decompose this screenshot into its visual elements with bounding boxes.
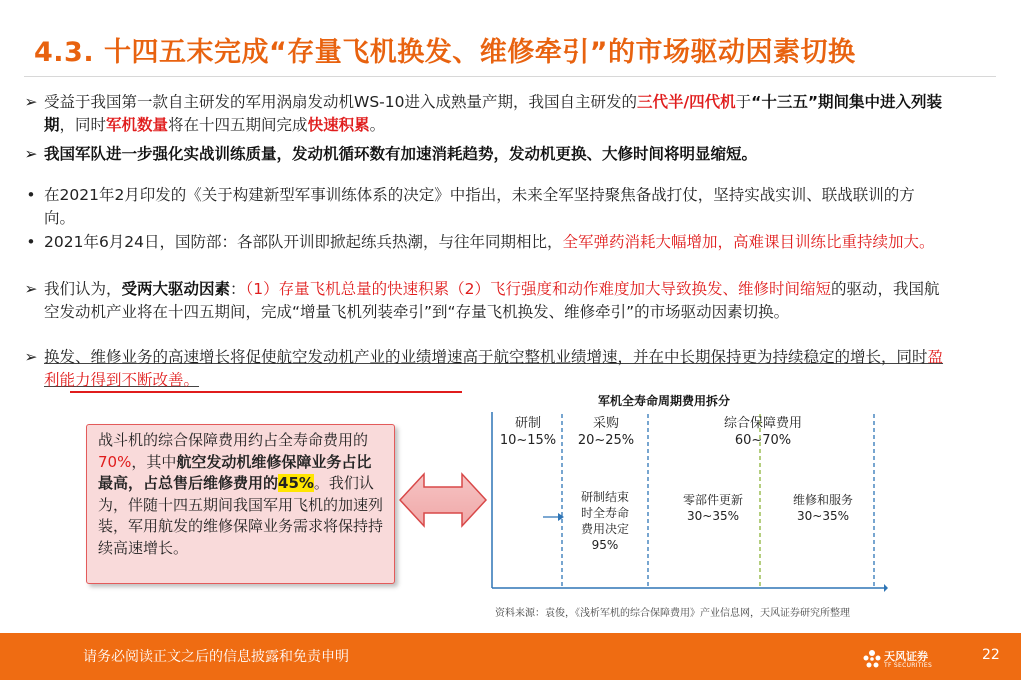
note-arrowhead bbox=[558, 513, 564, 521]
phase-label: 综合保障费用 60~70% bbox=[723, 416, 802, 448]
highlight-underline bbox=[70, 391, 462, 393]
phase-label: 研制 10~15% bbox=[499, 416, 557, 448]
arrow-bullet-icon: ➢ bbox=[24, 93, 38, 111]
phase-label: 采购 20~25% bbox=[577, 416, 635, 448]
page-title: 4.3. 十四五末完成“存量飞机换发、维修牵引”的市场驱动因素切换 bbox=[34, 37, 856, 68]
chart-title: 军机全寿命周期费用拆分 bbox=[598, 394, 731, 408]
logo-name: 天风证券 bbox=[884, 650, 928, 663]
chart-note: 零部件更新 30~35% bbox=[682, 493, 743, 523]
paragraph-mod: • 2021年6月24日，国防部：各部队开训即掀起练兵热潮，与往年同期相比，全军弹药消耗大幅增加，高难课目训练比重持续加大。 bbox=[44, 231, 954, 254]
callout-box: 战斗机的综合保障费用约占全寿命费用的70%，其中航空发动机维修保障业务占比最高，占总售后维修费用的45%。我们认为，伴随十四五期间我国军用飞机的加速列装，军用航发的维修保障业务需求将保持持续高速增长。 bbox=[86, 424, 395, 584]
source-note: 资料来源：袁俊，《浅析军机的综合保障费用》产业信息网，天风证券研究所整理 bbox=[495, 608, 850, 619]
title-divider bbox=[24, 76, 996, 77]
arrow-bullet-icon: ➢ bbox=[24, 145, 38, 163]
paragraph-decision: • 在2021年2月印发的《关于构建新型军事训练体系的决定》中指出，未来全军坚持聚焦备战打仗，坚持实战实训、联战联训的方向。 bbox=[44, 184, 944, 230]
dot-bullet-icon: • bbox=[26, 233, 36, 251]
arrow-bullet-icon: ➢ bbox=[24, 348, 38, 366]
double-arrow-icon bbox=[398, 470, 488, 530]
lifecycle-cost-chart bbox=[488, 392, 888, 627]
arrow-bullet-icon: ➢ bbox=[24, 280, 38, 298]
paragraph-ws10: ➢ 受益于我国第一款自主研发的军用涡扇发动机WS-10进入成熟量产期，我国自主研发的三代半/四代机于“十三五”期间集中进入列装期，同时军机数量将在十四五期间完成快速积累。 bbox=[44, 91, 944, 137]
chart-note: 研制结束时全寿命费用决定 95% bbox=[580, 490, 629, 552]
logo-subtitle: TF SECURITIES bbox=[884, 662, 933, 669]
dot-bullet-icon: • bbox=[26, 186, 36, 204]
chart-note: 维修和服务 30~35% bbox=[792, 493, 853, 523]
page-number: 22 bbox=[982, 647, 1000, 663]
disclaimer-link[interactable]: 请务必阅读正文之后的信息披露和免责申明 bbox=[83, 649, 349, 665]
paragraph-training: ➢ 我国军队进一步强化实战训练质量，发动机循环数有加速消耗趋势，发动机更换、大修时间将明显缩短。 bbox=[44, 143, 944, 166]
x-axis-arrowhead bbox=[884, 584, 888, 592]
paragraph-growth: ➢ 换发、维修业务的高速增长将促使航空发动机产业的业绩增速高于航空整机业绩增速，并在中长期保持更为持续稳定的增长，同时盈利能力得到不断改善。 bbox=[44, 346, 944, 392]
paragraph-drivers: ➢ 我们认为，受两大驱动因素：（1）存量飞机总量的快速积累（2）飞行强度和动作难度加大导致换发、维修时间缩短的驱动，我国航空发动机产业将在十四五期间，完成“增量飞机列装牵引”到“存量飞机换发、维修牵引”的市场驱动因素切换。 bbox=[44, 278, 954, 324]
